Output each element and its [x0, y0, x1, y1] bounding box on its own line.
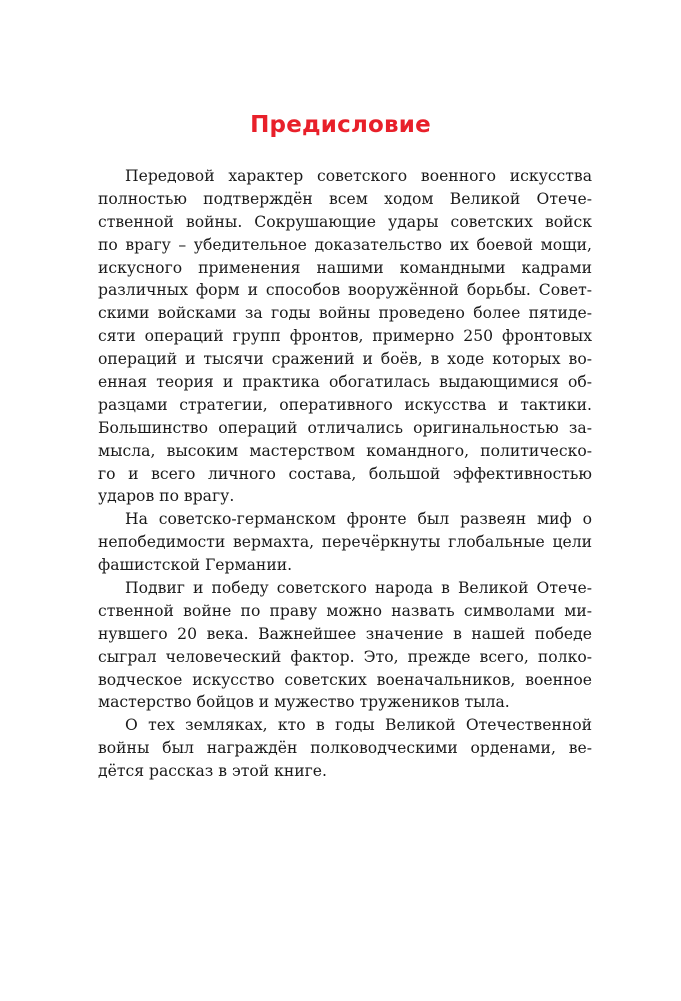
paragraph [98, 577, 592, 714]
text-line: дётся рассказ в этой книге. [98, 762, 327, 781]
text-line: фашистской Германии. [98, 556, 293, 575]
text-line: разцами стратегии, оперативного искусства и тактики. [98, 395, 592, 414]
text-line: мысла, высоким мастерством командного, политическо- [98, 441, 592, 460]
text-line: ственной войне по праву можно назвать символами ми- [98, 601, 592, 620]
text-line: полностью подтверждён всем ходом Великой Отече- [98, 189, 592, 208]
preface-text [98, 165, 592, 783]
text-line: непобедимости вермахта, перечёркнуты глобальные цели [98, 533, 592, 552]
text-line: Передовой характер советского военного искусства [125, 167, 592, 185]
text-line: по врагу – убедительное доказательство их боевой мощи, [98, 235, 592, 254]
page-title: Предисловие [250, 112, 431, 138]
text-line: нувшего 20 века. Важнейшее значение в нашей победе [98, 624, 592, 643]
text-line: водческое искусство советских военачальников, военное [98, 670, 592, 689]
text-line: скими войсками за годы войны проведено более пятиде- [98, 304, 592, 323]
text-line: искусного применения нашими командными кадрами [98, 258, 592, 277]
text-line: ственной войны. Сокрушающие удары советских войск [98, 212, 592, 231]
text-line: го и всего личного состава, большой эффективностью [98, 464, 592, 483]
text-line: О тех земляках, кто в годы Великой Отечественной [125, 716, 592, 735]
text-line: сяти операций групп фронтов, примерно 250 фронтовых [98, 327, 592, 346]
text-line: Большинство операций отличались оригинальностью за- [98, 418, 592, 437]
text-line: На советско-германском фронте был развеян миф о [125, 510, 592, 529]
text-line: различных форм и способов вооружённой борьбы. Совет- [98, 281, 592, 300]
text-line: Подвиг и победу советского народа в Великой Отече- [125, 579, 592, 598]
paragraph [98, 165, 592, 508]
text-line: мастерство бойцов и мужество тружеников тыла. [98, 693, 510, 712]
paragraph [98, 714, 592, 783]
text-line: сыграл человеческий фактор. Это, прежде всего, полко- [98, 647, 592, 666]
paragraph [98, 508, 592, 577]
text-line: операций и тысячи сражений и боёв, в ходе которых во- [98, 350, 592, 369]
text-line: ударов по врагу. [98, 487, 235, 506]
text-line: енная теория и практика обогатилась выдающимися об- [98, 373, 592, 392]
text-line: войны был награждён полководческими орденами, ве- [98, 739, 592, 758]
